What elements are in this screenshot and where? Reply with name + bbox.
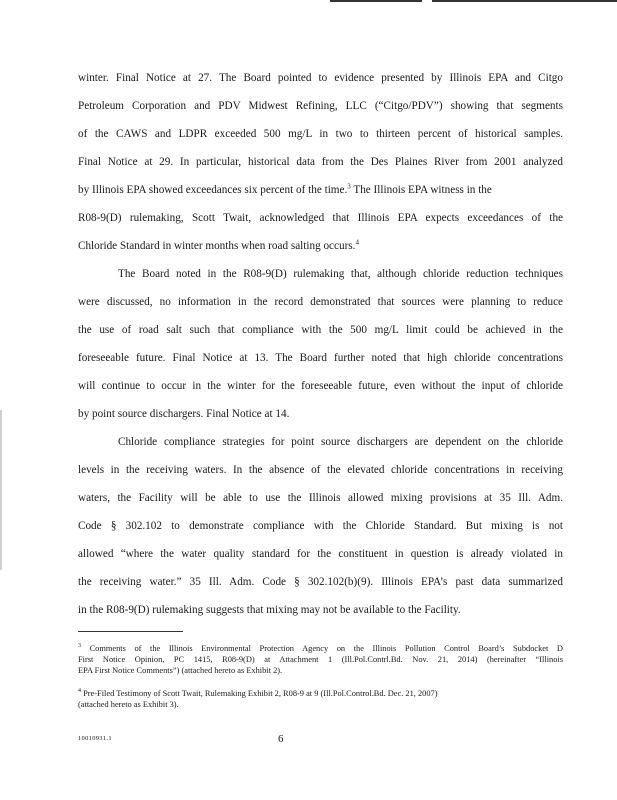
body-text: Chloride Standard in winter months when road salting occurs.: [78, 240, 356, 252]
footnote-separator: [78, 631, 183, 632]
body-line: [78, 239, 563, 253]
footnote-text: Comments of the Illinois Environmental Protection Agency on the Illinois Pollution Control Board’s Subdocket D: [81, 644, 563, 653]
top-rule-right: [432, 0, 617, 2]
body-line: Code § 302.102 to demonstrate compliance with the Chloride Standard. But mixing is not: [78, 520, 563, 532]
footnote-4: [78, 688, 563, 699]
body-text: by Illinois EPA showed exceedances six percent of the time.: [78, 184, 348, 196]
body-line: the receiving water.” 35 Ill. Adm. Code § 302.102(b)(9). Illinois EPA’s past data summarized: [78, 576, 563, 588]
body-line: Final Notice at 29. In particular, historical data from the Des Plaines River from 2001 analyzed: [78, 156, 563, 168]
body-line: Petroleum Corporation and PDV Midwest Refining, LLC (“Citgo/PDV”) showing that segments: [78, 100, 563, 112]
body-line: foreseeable future. Final Notice at 13. The Board further noted that high chloride concentrations: [78, 352, 563, 364]
footnote-ref-3: 3: [347, 182, 351, 191]
body-line: of the CAWS and LDPR exceeded 500 mg/L in two to thirteen percent of historical samples.: [78, 128, 563, 140]
body-line: in the R08-9(D) rulemaking suggests that mixing may not be available to the Facility.: [78, 604, 461, 616]
body-line: levels in the receiving waters. In the absence of the elevated chloride concentrations in receiving: [78, 464, 563, 476]
body-line: [78, 183, 563, 197]
footnote-3-line: EPA First Notice Comments”) (attached hereto as Exhibit 2).: [78, 666, 283, 675]
body-line: The Board noted in the R08-9(D) rulemaking that, although chloride reduction techniques: [118, 268, 563, 280]
document-id: 10010931.1: [78, 735, 112, 742]
body-line: will continue to occur in the winter for the foreseeable future, even without the input of chloride: [78, 380, 563, 392]
top-rule-left: [330, 0, 422, 2]
body-line: by point source dischargers. Final Notice at 14.: [78, 408, 290, 420]
body-line: allowed “where the water quality standard for the constituent in question is already violated in: [78, 548, 563, 560]
body-line: Chloride compliance strategies for point source dischargers are dependent on the chloride: [118, 436, 563, 448]
footnote-4-line: (attached hereto as Exhibit 3).: [78, 700, 179, 709]
body-line: waters, the Facility will be able to use the Illinois allowed mixing provisions at 35 Ill. Adm.: [78, 492, 563, 504]
footnote-3: [78, 643, 563, 654]
page-number: 6: [278, 733, 284, 745]
footnote-3-line: First Notice Opinion, PC 1415, R08-9(D) at Attachment 1 (Ill.Pol.Contrl.Bd. Nov. 21, 2014) (hereinafter “Illinois: [78, 655, 563, 664]
body-line: were discussed, no information in the record demonstrated that sources were planning to reduce: [78, 296, 563, 308]
body-line: the use of road salt such that compliance with the 500 mg/L limit could be achieved in the: [78, 324, 563, 336]
footnote-marker: 4: [78, 688, 81, 695]
footnote-marker: 3: [78, 643, 81, 650]
footnote-text: Pre-Filed Testimony of Scott Twait, Rulemaking Exhibit 2, R08-9 at 9 (Ill.Pol.Control.Bd. Dec. 21, 2007): [81, 689, 438, 698]
body-line: winter. Final Notice at 27. The Board pointed to evidence presented by Illinois EPA and Citgo: [78, 72, 563, 84]
body-line: R08-9(D) rulemaking, Scott Twait, acknowledged that Illinois EPA expects exceedances of the: [78, 212, 563, 224]
footnote-ref-4: 4: [355, 238, 359, 247]
body-text: The Illinois EPA witness in the: [350, 184, 492, 196]
scan-artifact: [0, 410, 2, 570]
